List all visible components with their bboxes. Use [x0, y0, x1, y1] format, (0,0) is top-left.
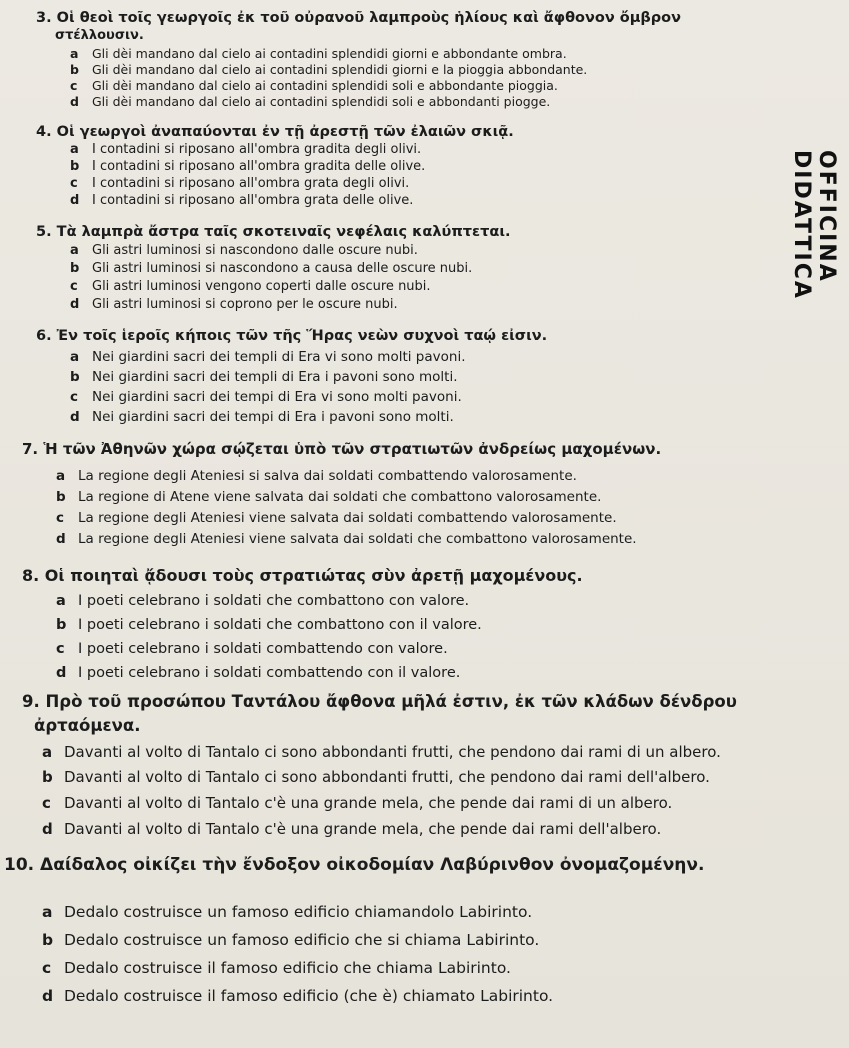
option-text: I poeti celebrano i soldati che combattono con valore. [78, 593, 470, 609]
q6-option-a[interactable] [70, 349, 466, 365]
option-text: La regione degli Ateniesi si salva dai soldati combattendo valorosamente. [78, 468, 577, 484]
option-letter: c [70, 78, 78, 93]
q9-option-d[interactable] [42, 820, 661, 838]
option-letter: b [70, 261, 80, 276]
option-letter: b [70, 159, 80, 174]
option-text: La regione degli Ateniesi viene salvata dai soldati che combattono valorosamente. [78, 531, 637, 547]
question-text: Ἐν τοῖς ἱεροῖς κήποις τῶν τῆς Ἥρας νεὼν συχνοὶ ταῴ εἰσιν. [56, 328, 548, 344]
question-number: 7. [22, 440, 39, 458]
q8-option-b[interactable] [56, 617, 482, 633]
question-text: Οἱ γεωργοὶ ἀναπαύονται ἐν τῇ ἀρεστῇ τῶν ἐλαιῶν σκιᾷ. [56, 124, 514, 140]
option-letter: a [70, 349, 80, 365]
option-text: Nei giardini sacri dei templi di Era i pavoni sono molti. [92, 369, 458, 385]
q3-option-b[interactable] [70, 62, 587, 77]
question-9-title-cont [34, 716, 141, 735]
option-text: Gli astri luminosi si coprono per le oscure nubi. [92, 297, 398, 312]
q8-option-c[interactable] [56, 641, 448, 657]
option-text: La regione di Atene viene salvata dai soldati che combattono valorosamente. [78, 489, 602, 505]
q6-option-c[interactable] [70, 389, 462, 405]
question-3-title [36, 10, 681, 26]
option-text: Gli dèi mandano dal cielo ai contadini splendidi giorni e la pioggia abbondante. [92, 62, 588, 77]
option-letter: d [70, 94, 79, 109]
option-text: Gli dèi mandano dal cielo ai contadini splendidi giorni e abbondante ombra. [92, 46, 567, 61]
q3-option-c[interactable] [70, 78, 558, 93]
question-4-title [36, 124, 514, 140]
question-10-title [4, 855, 704, 875]
option-text: Davanti al volto di Tantalo ci sono abbondanti frutti, che pendono dai rami dell'albero. [64, 768, 710, 786]
q8-option-d[interactable] [56, 665, 460, 681]
option-letter: a [70, 243, 79, 258]
q10-option-a[interactable] [42, 903, 532, 921]
question-number: 3. [36, 10, 52, 26]
question-text-cont: στέλλουσιν. [55, 28, 144, 43]
option-letter: d [42, 820, 53, 838]
option-letter: a [56, 468, 66, 484]
question-number: 6. [36, 328, 52, 344]
q8-option-a[interactable] [56, 593, 469, 609]
q7-option-a[interactable] [56, 468, 577, 484]
question-text: Τὰ λαμπρὰ ἄστρα ταῖς σκοτειναῖς νεφέλαις καλύπτεται. [56, 224, 511, 240]
option-letter: c [70, 176, 78, 191]
question-number: 10. [4, 855, 35, 875]
option-text: La regione degli Ateniesi viene salvata dai soldati combattendo valorosamente. [78, 510, 617, 526]
question-5-title [36, 224, 511, 240]
q9-option-c[interactable] [42, 794, 672, 812]
question-9-title [22, 692, 737, 711]
option-text: Nei giardini sacri dei tempi di Era vi sono molti pavoni. [92, 389, 462, 405]
option-text: Gli astri luminosi vengono coperti dalle oscure nubi. [92, 279, 431, 294]
option-letter: c [56, 641, 65, 657]
q7-option-b[interactable] [56, 489, 601, 505]
q9-option-b[interactable] [42, 768, 710, 786]
option-text: I poeti celebrano i soldati che combattono con il valore. [78, 617, 482, 633]
option-letter: d [56, 665, 67, 681]
option-text: Dedalo costruisce il famoso edificio (che è) chiamato Labirinto. [64, 987, 554, 1005]
option-letter: d [56, 531, 66, 547]
question-text: Οἱ θεοὶ τοῖς γεωργοῖς ἐκ τοῦ οὐρανοῦ λαμπροὺς ἡλίους καὶ ἄφθονον ὄμβρον [56, 10, 681, 26]
option-text: I contadini si riposano all'ombra grata delle olive. [92, 193, 414, 208]
option-text: I contadini si riposano all'ombra gradita degli olivi. [92, 142, 422, 157]
question-text: Οἱ ποιηταὶ ᾄδουσι τοὺς στρατιώτας σὺν ἀρετῇ μαχομένους. [44, 566, 583, 585]
option-text: Gli dèi mandano dal cielo ai contadini splendidi soli e abbondante pioggia. [92, 78, 558, 93]
option-letter: d [70, 297, 80, 312]
option-letter: c [70, 279, 78, 294]
q10-option-d[interactable] [42, 987, 553, 1005]
side-label: OFFICINA DIDATTICA [789, 150, 839, 300]
question-8-title [22, 566, 583, 585]
question-text: Δαίδαλος οἰκίζει τὴν ἔνδοξον οἰκοδομίαν Λαβύρινθον ὀνομαζομένην. [40, 855, 705, 875]
q5-option-a[interactable] [70, 243, 418, 258]
question-text: Ἡ τῶν Ἀθηνῶν χώρα σῴζεται ὑπὸ τῶν στρατιωτῶν ἀνδρείως μαχομένων. [43, 440, 662, 458]
option-text: Davanti al volto di Tantalo ci sono abbondanti frutti, che pendono dai rami di un albero. [64, 743, 721, 761]
option-letter: a [70, 142, 79, 157]
option-letter: a [42, 743, 53, 761]
option-letter: c [42, 959, 52, 977]
option-letter: a [42, 903, 53, 921]
question-number: 9. [22, 692, 40, 711]
question-text-cont: ἀρταόμενα. [34, 716, 141, 735]
option-letter: c [56, 510, 65, 526]
q4-option-c[interactable] [70, 176, 409, 191]
q5-option-c[interactable] [70, 279, 431, 294]
option-letter: b [70, 62, 79, 77]
option-text: Dedalo costruisce un famoso edificio che si chiama Labirinto. [64, 931, 540, 949]
option-text: I contadini si riposano all'ombra grata degli olivi. [92, 176, 410, 191]
q7-option-c[interactable] [56, 510, 617, 526]
option-letter: a [56, 593, 66, 609]
option-letter: a [70, 46, 79, 61]
q10-option-c[interactable] [42, 959, 511, 977]
question-text: Πρὸ τοῦ προσώπου Ταντάλου ἄφθονα μῆλά ἐστιν, ἐκ τῶν κλάδων δένδρου [45, 692, 737, 711]
option-letter: b [70, 369, 80, 385]
option-letter: c [42, 794, 51, 812]
option-letter: d [70, 409, 80, 425]
q5-option-b[interactable] [70, 261, 472, 276]
q6-option-d[interactable] [70, 409, 454, 425]
question-number: 8. [22, 566, 40, 585]
option-text: Nei giardini sacri dei templi di Era vi sono molti pavoni. [92, 349, 466, 365]
option-letter: b [42, 768, 53, 786]
question-3-title-cont [55, 28, 144, 43]
question-7-title [22, 440, 661, 458]
q3-option-d[interactable] [70, 94, 550, 109]
q3-option-a[interactable] [70, 46, 567, 61]
q4-option-b[interactable] [70, 159, 425, 174]
option-letter: d [42, 987, 54, 1005]
option-text: Davanti al volto di Tantalo c'è una grande mela, che pende dai rami di un albero. [64, 794, 673, 812]
question-number: 5. [36, 224, 52, 240]
q7-option-d[interactable] [56, 531, 637, 547]
q5-option-d[interactable] [70, 297, 398, 312]
option-text: Davanti al volto di Tantalo c'è una grande mela, che pende dai rami dell'albero. [64, 820, 662, 838]
option-text: Dedalo costruisce un famoso edificio chiamandolo Labirinto. [64, 903, 533, 921]
q10-option-b[interactable] [42, 931, 539, 949]
option-text: Dedalo costruisce il famoso edificio che chiama Labirinto. [64, 959, 511, 977]
question-6-title [36, 328, 547, 344]
option-letter: b [42, 931, 54, 949]
option-letter: d [70, 193, 80, 208]
option-text: I poeti celebrano i soldati combattendo con valore. [78, 641, 448, 657]
option-letter: c [70, 389, 79, 405]
option-letter: b [56, 489, 66, 505]
option-text: Gli astri luminosi si nascondono dalle oscure nubi. [92, 243, 418, 258]
q4-option-a[interactable] [70, 142, 421, 157]
option-text: Gli astri luminosi si nascondono a causa delle oscure nubi. [92, 261, 473, 276]
q6-option-b[interactable] [70, 369, 458, 385]
question-number: 4. [36, 124, 52, 140]
q4-option-d[interactable] [70, 193, 413, 208]
option-text: I poeti celebrano i soldati combattendo con il valore. [78, 665, 461, 681]
option-text: Nei giardini sacri dei tempi di Era i pavoni sono molti. [92, 409, 454, 425]
q9-option-a[interactable] [42, 743, 721, 761]
option-text: I contadini si riposano all'ombra gradita delle olive. [92, 159, 426, 174]
option-letter: b [56, 617, 67, 633]
option-text: Gli dèi mandano dal cielo ai contadini splendidi soli e abbondanti piogge. [92, 94, 551, 109]
